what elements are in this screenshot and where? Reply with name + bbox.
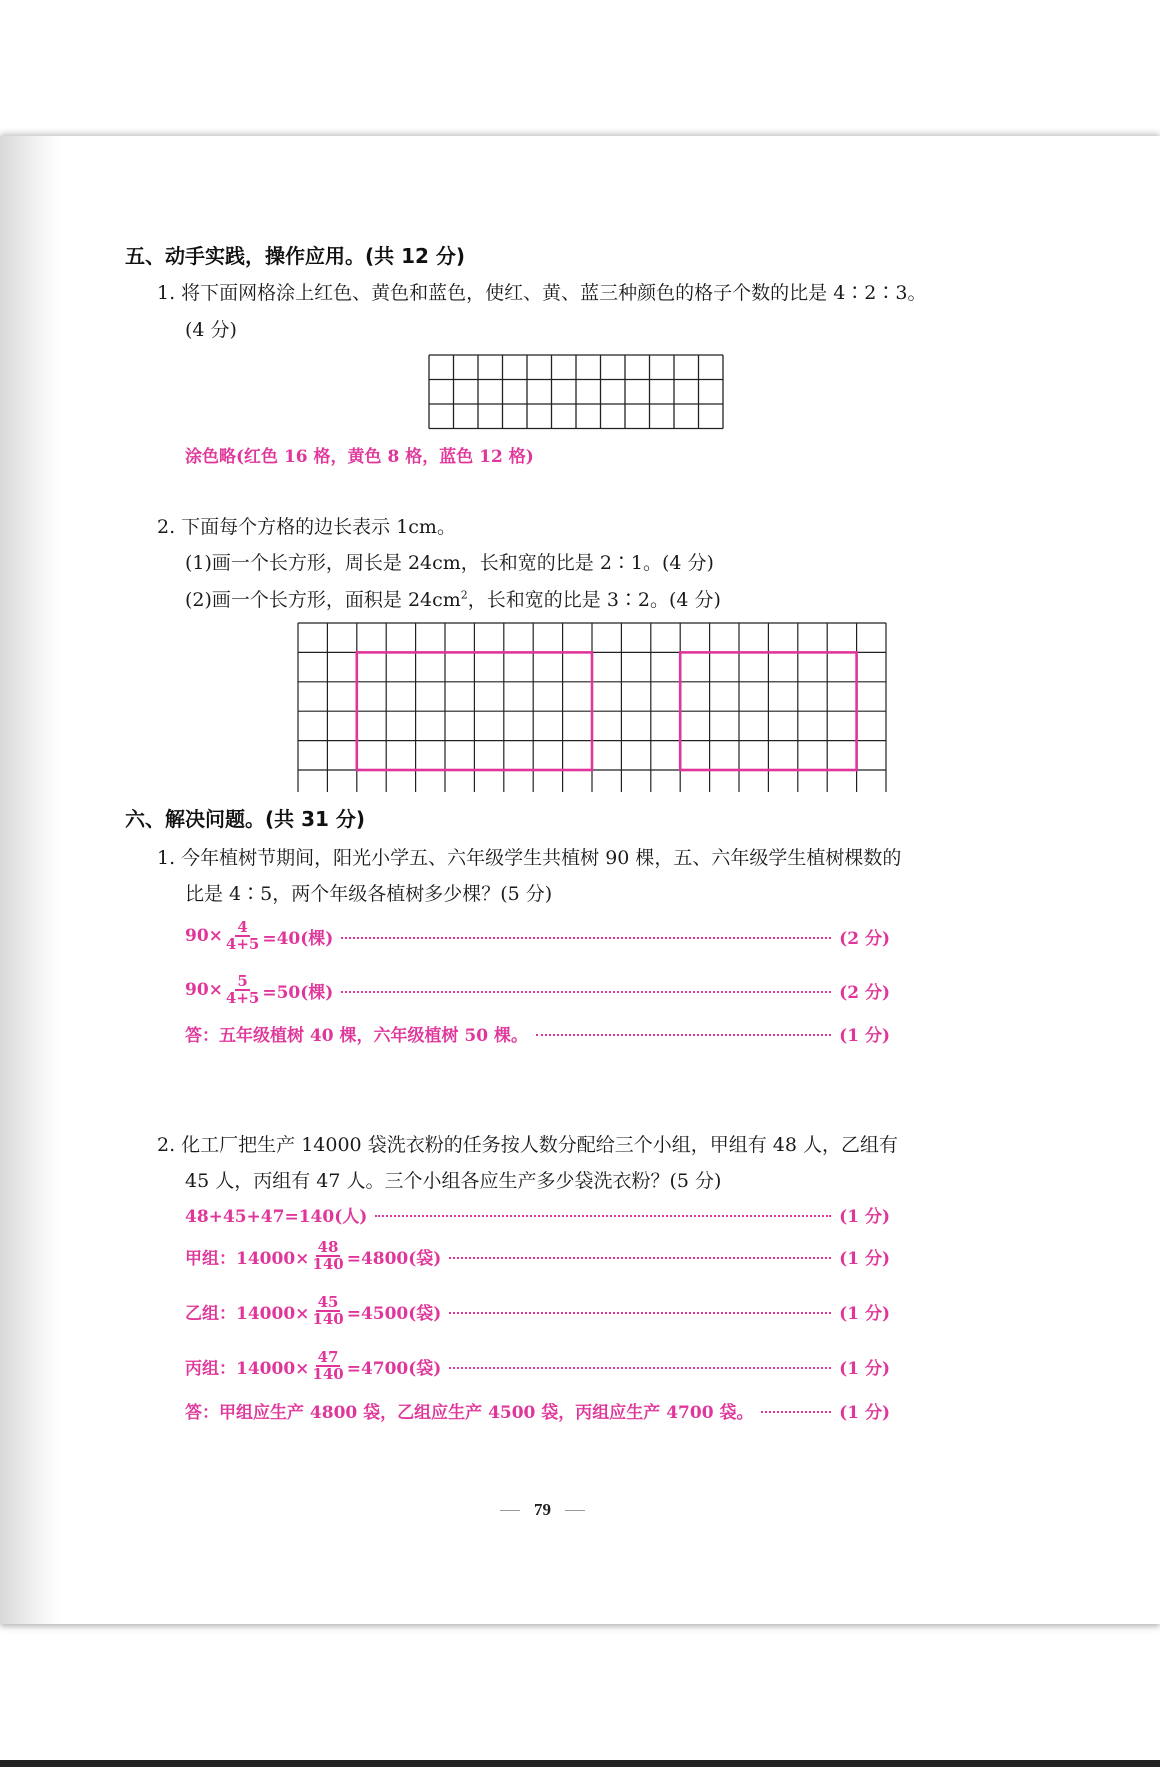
s6-q2-answer-3: 乙组：14000× $\frac{45}{140}$ =4500(袋) (1 分) (185, 1293, 890, 1328)
drawing-grid (297, 622, 889, 792)
s6-q1-answer-2: 90× $\frac{5}{4+5}$ =50(棵) (2 分) (185, 972, 890, 1007)
s6-q2-answer-1: 48+45+47=140(人) (1 分) (185, 1206, 890, 1227)
s6-q1-answer-3: 答：五年级植树 40 棵，六年级植树 50 棵。 (1 分) (185, 1025, 890, 1046)
page-footer (500, 1500, 585, 1520)
section5-heading: 五、动手实践，操作应用。(共 12 分) (125, 244, 466, 268)
s6-q2-answer-4: 丙组：14000× $\frac{47}{140}$ =4700(袋) (1 分) (185, 1348, 890, 1383)
s6-q1-line2: 比是 4∶5，两个年级各植树多少棵？(5 分) (185, 883, 553, 905)
s6-q2-line1: 2. 化工厂把生产 14000 袋洗衣粉的任务按人数分配给三个小组，甲组有 48 人，乙组有 (157, 1134, 898, 1156)
s6-q1-line1: 1. 今年植树节期间，阳光小学五、六年级学生共植树 90 棵，五、六年级学生植树棵数的 (157, 847, 902, 869)
s5-q2-sub2: (2)画一个长方形，面积是 $24cm^2$，长和宽的比是 3∶2。(4 分) (185, 588, 721, 611)
s5-q1-points: (4 分) (185, 319, 237, 341)
s5-q1-answer: 涂色略(红色 16 格，黄色 8 格，蓝色 12 格) (185, 447, 534, 467)
s5-q2-text: 2. 下面每个方格的边长表示 1cm。 (157, 516, 456, 538)
s5-q2-sub1: (1)画一个长方形，周长是 24cm，长和宽的比是 2∶1。(4 分) (185, 552, 714, 574)
coloring-grid (428, 354, 724, 430)
s6-q1-answer-1: 90× $\frac{4}{4+5}$ =40(棵) (2 分) (185, 918, 890, 953)
page-number: 79 (534, 1500, 551, 1519)
s6-q2-line2: 45 人，丙组有 47 人。三个小组各应生产多少袋洗衣粉？(5 分) (185, 1170, 722, 1192)
s6-q2-answer-2: 甲组：14000× $\frac{48}{140}$ =4800(袋) (1 分) (185, 1238, 890, 1273)
section6-heading: 六、解决问题。(共 31 分) (125, 807, 366, 831)
bottom-border (0, 1760, 1160, 1767)
page-curl-shadow (0, 136, 60, 1624)
s6-q2-answer-5: 答：甲组应生产 4800 袋，乙组应生产 4500 袋，丙组应生产 4700 袋。 (1 分) (185, 1402, 890, 1423)
s5-q1-text: 1. 将下面网格涂上红色、黄色和蓝色，使红、黄、蓝三种颜色的格子个数的比是 4∶2∶3。 (157, 282, 927, 304)
